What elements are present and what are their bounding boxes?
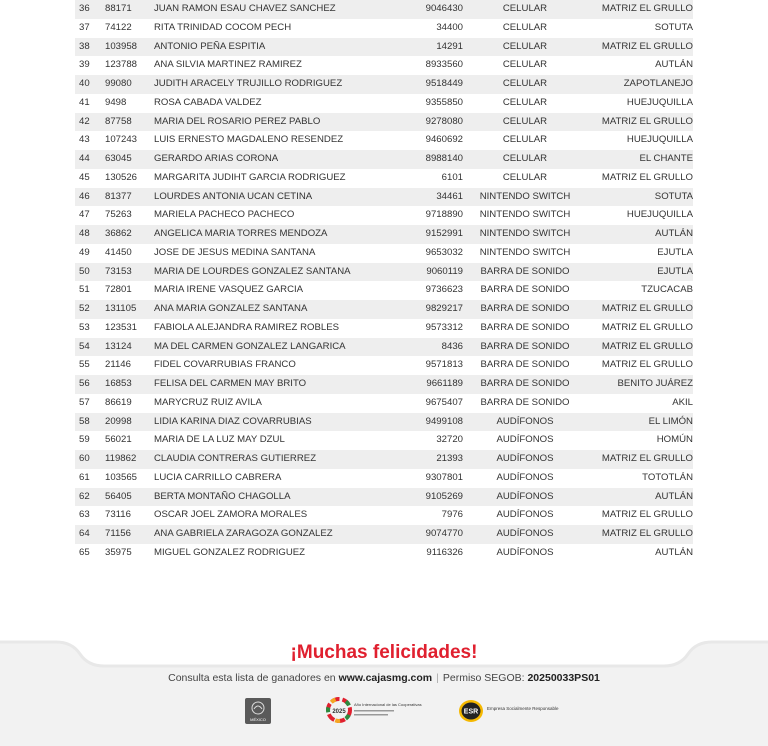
ticket-code: 9460692 (425, 134, 463, 146)
ticket-code: 9518449 (425, 78, 463, 89)
branch: MATRIZ EL GRULLO (601, 171, 693, 183)
ticket-code: 9573312 (425, 321, 463, 333)
branch: AUTLÁN (655, 546, 693, 558)
ticket-code: 9074770 (425, 528, 463, 539)
branch: MATRIZ EL GRULLO (601, 115, 693, 127)
winner-name: OSCAR JOEL ZAMORA MORALES (154, 509, 308, 521)
prize: BARRA DE SONIDO (480, 378, 570, 389)
ticket-code: 9571813 (425, 359, 463, 371)
member-id: 130526 (105, 171, 138, 183)
ticket-code: 9060119 (426, 265, 463, 277)
prize: CELULAR (502, 21, 548, 33)
member-id: 56021 (105, 434, 132, 446)
prize: BARRA DE SONIDO (480, 284, 570, 296)
ticket-code: 9116326 (426, 546, 463, 558)
branch: MATRIZ EL GRULLO (601, 528, 693, 539)
branch: AKIL (672, 396, 693, 408)
branch: HUEJUQUILLA (626, 96, 693, 108)
winner-name: ANGELICA MARIA TORRES MENDOZA (154, 228, 328, 239)
prize: AUDÍFONOS (496, 471, 554, 483)
prize: AUDÍFONOS (496, 434, 554, 446)
prize: BARRA DE SONIDO (480, 396, 570, 408)
ticket-code: 8436 (441, 340, 463, 352)
winner-name: MIGUEL GONZALEZ RODRIGUEZ (154, 546, 306, 558)
ticket-code: 9653032 (425, 246, 463, 258)
branch: HOMÚN (656, 434, 693, 446)
winner-name: FABIOLA ALEJANDRA RAMIREZ ROBLES (154, 321, 340, 333)
ticket-code: 9736623 (425, 284, 463, 296)
consult-prefix: Consulta esta lista de ganadores en (168, 672, 339, 684)
ticket-code: 9661189 (426, 378, 463, 389)
branch: HUEJUQUILLA (626, 134, 693, 146)
prize: AUDÍFONOS (496, 546, 554, 558)
winner-name: JUAN RAMON ESAU CHAVEZ SANCHEZ (154, 3, 336, 14)
branch: EL CHANTE (639, 153, 693, 164)
branch: SOTUTA (654, 21, 693, 33)
winner-name: JOSE DE JESUS MEDINA SANTANA (154, 246, 316, 258)
winner-name: ANTONIO PEÑA ESPITIA (154, 40, 266, 52)
member-id: 88171 (105, 3, 132, 14)
row-number: 38 (79, 40, 90, 52)
row-number: 52 (79, 303, 90, 314)
prize: AUDÍFONOS (496, 415, 554, 427)
table-row (75, 56, 693, 75)
prize: CELULAR (502, 134, 548, 146)
winner-name: MARIA DEL ROSARIO PEREZ PABLO (154, 115, 321, 127)
ticket-code: 9355850 (425, 96, 463, 108)
svg-text:ESR: ESR (463, 708, 479, 716)
ticket-code: 8988140 (425, 153, 463, 164)
row-number: 53 (79, 321, 90, 333)
row-number: 50 (79, 265, 90, 277)
prize: CELULAR (502, 78, 548, 89)
branch: ZAPOTLANEJO (623, 78, 693, 89)
member-id: 36862 (105, 228, 132, 239)
row-number: 43 (79, 134, 90, 146)
row-number: 65 (79, 546, 90, 558)
member-id: 81377 (105, 190, 132, 202)
prize: AUDÍFONOS (496, 528, 554, 539)
mexico-logo (245, 698, 271, 724)
member-id: 21146 (105, 359, 131, 371)
winner-name: GERARDO ARIAS CORONA (154, 153, 279, 164)
row-number: 54 (79, 340, 90, 352)
branch: TOTOTLÁN (642, 471, 693, 483)
member-id: 13124 (105, 340, 132, 352)
winner-name: LUCIA CARRILLO CABRERA (154, 471, 282, 483)
ticket-code: 21393 (436, 453, 463, 464)
winner-name: LUIS ERNESTO MAGDALENO RESENDEZ (154, 134, 344, 146)
ticket-code: 9718890 (425, 209, 463, 221)
row-number: 62 (79, 490, 90, 502)
row-number: 36 (79, 3, 90, 14)
branch: MATRIZ EL GRULLO (601, 40, 693, 52)
member-id: 74122 (105, 21, 132, 33)
table-row (75, 450, 693, 469)
consult-line: Consulta esta lista de ganadores en www.cajasmg.com | Permiso SEGOB: 20250033PS01 (168, 672, 600, 684)
row-number: 39 (79, 59, 90, 71)
winner-name: ANA SILVIA MARTINEZ RAMIREZ (154, 59, 302, 71)
winner-name: LOURDES ANTONIA UCAN CETINA (154, 190, 313, 202)
member-id: 86619 (105, 396, 132, 408)
ticket-code: 9046430 (425, 3, 463, 14)
member-id: 131105 (105, 303, 137, 314)
branch: MATRIZ EL GRULLO (601, 509, 693, 521)
row-number: 48 (79, 228, 90, 239)
prize: CELULAR (502, 3, 548, 14)
svg-text:2025: 2025 (332, 709, 346, 715)
winner-name: ANA MARIA GONZALEZ SANTANA (154, 303, 308, 314)
permit-label: Permiso SEGOB: (442, 672, 528, 684)
winner-name: MARIA IRENE VASQUEZ GARCIA (154, 284, 304, 296)
branch: AUTLÁN (655, 228, 693, 239)
winner-name: MARYCRUZ RUIZ AVILA (154, 396, 262, 408)
table-row (75, 413, 693, 432)
row-number: 44 (79, 153, 90, 164)
row-number: 47 (79, 209, 90, 221)
table-row (75, 319, 693, 338)
winner-name: JUDITH ARACELY TRUJILLO RODRIGUEZ (154, 78, 343, 89)
table-row (75, 281, 693, 300)
prize: BARRA DE SONIDO (480, 265, 570, 277)
table-row (75, 300, 693, 319)
ticket-code: 9278080 (425, 115, 463, 127)
ticket-code: 9499108 (425, 415, 463, 427)
svg-text:MÉXICO: MÉXICO (250, 717, 266, 722)
member-id: 73153 (105, 265, 132, 277)
congrats-heading: ¡Muchas felicidades! (290, 642, 478, 663)
table-row (75, 469, 693, 488)
ticket-code: 6101 (441, 171, 463, 183)
esr-logo (458, 698, 559, 724)
prize: CELULAR (502, 59, 548, 71)
branch: MATRIZ EL GRULLO (601, 3, 693, 14)
row-number: 51 (79, 284, 90, 296)
branch: EJUTLA (657, 265, 693, 277)
member-id: 56405 (105, 490, 132, 502)
row-number: 61 (79, 471, 90, 483)
ticket-code: 9152991 (425, 228, 463, 239)
winner-name: MARIA DE LOURDES GONZALEZ SANTANA (154, 265, 351, 277)
branch: MATRIZ EL GRULLO (601, 340, 693, 352)
row-number: 58 (79, 415, 90, 427)
table-row (75, 38, 693, 57)
branch: MATRIZ EL GRULLO (601, 321, 693, 333)
prize: BARRA DE SONIDO (480, 303, 570, 314)
table-row (75, 525, 693, 544)
row-number: 57 (79, 396, 90, 408)
table-row (75, 263, 693, 282)
winner-name: FIDEL COVARRUBIAS FRANCO (154, 359, 296, 371)
prize: CELULAR (502, 96, 548, 108)
prize: AUDÍFONOS (496, 509, 554, 521)
ticket-code: 8933560 (425, 59, 463, 71)
ticket-code: 9307801 (425, 471, 463, 483)
table-row (75, 375, 693, 394)
member-id: 73116 (105, 509, 131, 521)
table-row (75, 0, 693, 19)
winners-table (75, 0, 693, 563)
branch: TZUCACAB (641, 284, 693, 296)
winner-name: BERTA MONTAÑO CHAGOLLA (154, 490, 291, 502)
row-number: 42 (79, 115, 90, 127)
ticket-code: 34461 (436, 190, 463, 202)
branch: MATRIZ EL GRULLO (601, 453, 693, 464)
prize: BARRA DE SONIDO (480, 359, 570, 371)
prize: NINTENDO SWITCH (479, 228, 571, 239)
row-number: 56 (79, 378, 90, 389)
branch: SOTUTA (654, 190, 693, 202)
prize: CELULAR (502, 171, 548, 183)
row-number: 49 (79, 246, 90, 258)
row-number: 59 (79, 434, 90, 446)
winner-name: LIDIA KARINA DIAZ COVARRUBIAS (154, 415, 312, 427)
prize: AUDÍFONOS (496, 453, 554, 464)
branch: HUEJUQUILLA (626, 209, 693, 221)
member-id: 72801 (105, 284, 132, 296)
table-row (75, 544, 693, 563)
table-row (75, 94, 693, 113)
branch: EJUTLA (657, 246, 693, 258)
ticket-code: 32720 (436, 434, 463, 446)
prize: NINTENDO SWITCH (479, 190, 571, 202)
member-id: 107243 (105, 134, 138, 146)
table-row (75, 488, 693, 507)
branch: AUTLÁN (655, 490, 693, 502)
branch: BENITO JUÁREZ (617, 378, 693, 389)
winner-name: CLAUDIA CONTRERAS GUTIERREZ (154, 453, 317, 464)
ticket-code: 9829217 (425, 303, 463, 314)
member-id: 123788 (105, 59, 138, 71)
ticket-code: 9105269 (425, 490, 463, 502)
winner-name: MARIA DE LA LUZ MAY DZUL (154, 434, 285, 446)
prize: CELULAR (502, 153, 548, 164)
prize: AUDÍFONOS (496, 490, 554, 502)
prize: BARRA DE SONIDO (480, 321, 570, 333)
winner-name: MARIELA PACHECO PACHECO (154, 209, 295, 221)
cooperatives-logo (325, 696, 422, 726)
footer (0, 630, 768, 746)
member-id: 16853 (105, 378, 132, 389)
ticket-code: 7976 (441, 509, 463, 521)
branch: MATRIZ EL GRULLO (601, 359, 693, 371)
table-row (75, 75, 693, 94)
website-link[interactable]: www.cajasmg.com (338, 672, 433, 684)
table-row (75, 244, 693, 263)
table-row (75, 131, 693, 150)
table-row (75, 206, 693, 225)
table-row (75, 225, 693, 244)
branch: EL LIMÓN (648, 415, 693, 427)
member-id: 41450 (105, 246, 132, 258)
row-number: 63 (79, 509, 90, 521)
winner-name: RITA TRINIDAD COCOM PECH (154, 21, 292, 33)
prize: NINTENDO SWITCH (479, 209, 571, 221)
row-number: 45 (79, 171, 90, 183)
member-id: 103958 (105, 40, 138, 52)
table-row (75, 394, 693, 413)
member-id: 20998 (105, 415, 132, 427)
ticket-code: 34400 (436, 21, 463, 33)
member-id: 71156 (105, 528, 131, 539)
member-id: 119862 (105, 453, 137, 464)
row-number: 55 (79, 359, 90, 371)
branch: MATRIZ EL GRULLO (601, 303, 693, 314)
row-number: 64 (79, 528, 90, 539)
member-id: 63045 (105, 153, 132, 164)
table-row (75, 431, 693, 450)
prize: CELULAR (502, 115, 548, 127)
member-id: 35975 (105, 546, 132, 558)
branch: AUTLÁN (655, 59, 693, 71)
prize: NINTENDO SWITCH (479, 246, 571, 258)
row-number: 60 (79, 453, 90, 464)
table-row (75, 169, 693, 188)
row-number: 41 (79, 96, 90, 108)
member-id: 75263 (105, 209, 132, 221)
table-row (75, 113, 693, 132)
ticket-code: 9675407 (425, 396, 463, 408)
table-row (75, 19, 693, 38)
prize: BARRA DE SONIDO (480, 340, 570, 352)
row-number: 37 (79, 21, 90, 33)
table-row (75, 338, 693, 357)
prize: CELULAR (502, 40, 548, 52)
table-row (75, 506, 693, 525)
member-id: 87758 (105, 115, 132, 127)
permit-value: 20250033PS01 (527, 672, 600, 684)
member-id: 123531 (105, 321, 138, 333)
winner-name: MA DEL CARMEN GONZALEZ LANGARICA (154, 340, 346, 352)
winner-name: MARGARITA JUDIHT GARCIA RODRIGUEZ (154, 171, 346, 183)
member-id: 99080 (105, 78, 132, 89)
row-number: 40 (79, 78, 90, 89)
winner-name: FELISA DEL CARMEN MAY BRITO (154, 378, 307, 389)
table-row (75, 356, 693, 375)
svg-text:Año Internacional de las Coope: Año Internacional de las Cooperativas (354, 702, 422, 707)
svg-text:Empresa Socialmente Responsabl: Empresa Socialmente Responsable (487, 706, 559, 711)
row-number: 46 (79, 190, 90, 202)
ticket-code: 14291 (436, 40, 463, 52)
winner-name: ANA GABRIELA ZARAGOZA GONZALEZ (154, 528, 333, 539)
member-id: 9498 (105, 96, 127, 108)
winner-name: ROSA CABADA VALDEZ (154, 96, 262, 108)
table-row (75, 150, 693, 169)
member-id: 103565 (105, 471, 138, 483)
table-row (75, 188, 693, 207)
